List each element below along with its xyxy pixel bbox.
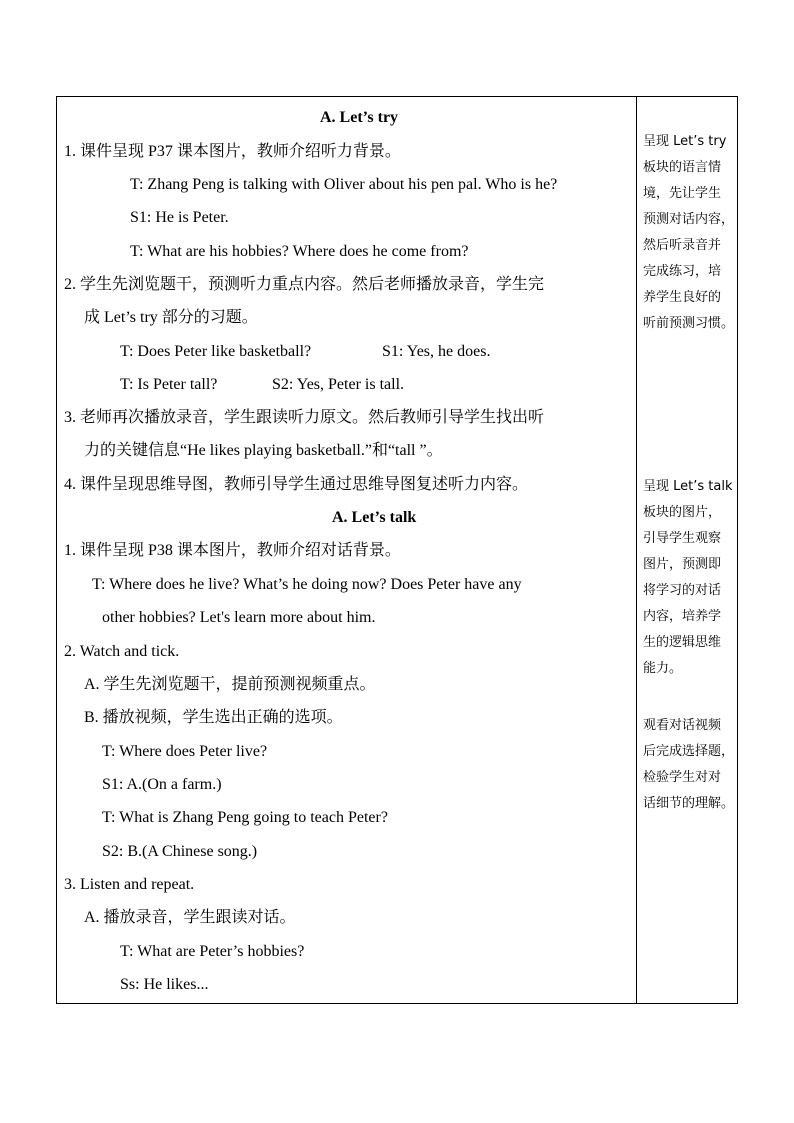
substep-b2b: B. 播放视频，学生选出正确的选项。 [84, 709, 343, 726]
note-line: 板块的图片， [643, 505, 722, 520]
step-b3: 3. Listen and repeat. [64, 876, 195, 893]
step-a1: 1. 课件呈现 P37 课本图片，教师介绍听力背景。 [64, 143, 401, 160]
step-b2: 2. Watch and tick. [64, 643, 180, 660]
dialogue-line: T: Does Peter like basketball? [120, 343, 312, 360]
note-line: 能力。 [643, 661, 683, 676]
step-a2: 2. 学生先浏览题干，预测听力重点内容。然后老师播放录音，学生完 [64, 276, 545, 293]
column-divider [636, 96, 637, 1004]
note-line: 然后听录音并 [643, 238, 722, 253]
note-line: 生的逻辑思维 [643, 635, 722, 650]
note-line: 图片，预测即 [643, 557, 722, 572]
note-line: 呈现 Let’s try [643, 134, 727, 149]
dialogue-line: T: Where does he live? What’s he doing now? Does Peter have any [92, 576, 522, 593]
dialogue-line: T: What is Zhang Peng going to teach Peter? [102, 809, 388, 826]
substep-b3a: A. 播放录音，学生跟读对话。 [84, 909, 296, 926]
step-a3-cont: 力的关键信息“He likes playing basketball.”和“tall ”。 [84, 442, 443, 459]
dialogue-line: T: What are Peter’s hobbies? [120, 943, 305, 960]
step-a3: 3. 老师再次播放录音，学生跟读听力原文。然后教师引导学生找出听 [64, 409, 545, 426]
dialogue-line: T: Zhang Peng is talking with Oliver about his pen pal. Who is he? [130, 176, 558, 193]
note-line: 将学习的对话 [643, 583, 722, 598]
note-line: 话细节的理解。 [643, 796, 735, 811]
note-line: 养学生良好的 [643, 290, 722, 305]
dialogue-line: S1: A.(On a farm.) [102, 776, 222, 793]
dialogue-line: S1: Yes, he does. [382, 343, 491, 360]
substep-b2a: A. 学生先浏览题干，提前预测视频重点。 [84, 676, 376, 693]
note-line: 呈现 Let’s talk [643, 479, 733, 494]
note-line: 板块的语言情 [643, 160, 722, 175]
dialogue-line: S2: B.(A Chinese song.) [102, 843, 258, 860]
note-line: 预测对话内容， [643, 212, 735, 227]
note-line: 后完成选择题， [643, 744, 735, 759]
note-line: 内容，培养学 [643, 609, 722, 624]
dialogue-line: S2: Yes, Peter is tall. [272, 376, 405, 393]
dialogue-line: T: What are his hobbies? Where does he come from? [130, 243, 469, 260]
note-line: 听前预测习惯。 [643, 316, 735, 331]
note-line: 检验学生对对 [643, 770, 722, 785]
step-a2-cont: 成 Let’s try 部分的习题。 [84, 309, 258, 326]
dialogue-line: T: Where does Peter live? [102, 743, 268, 760]
step-a4: 4. 课件呈现思维导图，教师引导学生通过思维导图复述听力内容。 [64, 476, 529, 493]
note-line: 完成练习，培 [643, 264, 722, 279]
section-title-lets-try: A. Let’s try [320, 109, 399, 126]
dialogue-line: other hobbies? Let's learn more about him. [102, 609, 376, 626]
note-line: 观看对话视频 [643, 718, 722, 733]
section-title-lets-talk: A. Let’s talk [332, 509, 417, 526]
step-b1: 1. 课件呈现 P38 课本图片，教师介绍对话背景。 [64, 542, 401, 559]
dialogue-line: Ss: He likes... [120, 976, 209, 993]
dialogue-line: T: Is Peter tall? [120, 376, 218, 393]
dialogue-line: S1: He is Peter. [130, 209, 229, 226]
note-line: 引导学生观察 [643, 531, 722, 546]
note-line: 境，先让学生 [643, 186, 722, 201]
